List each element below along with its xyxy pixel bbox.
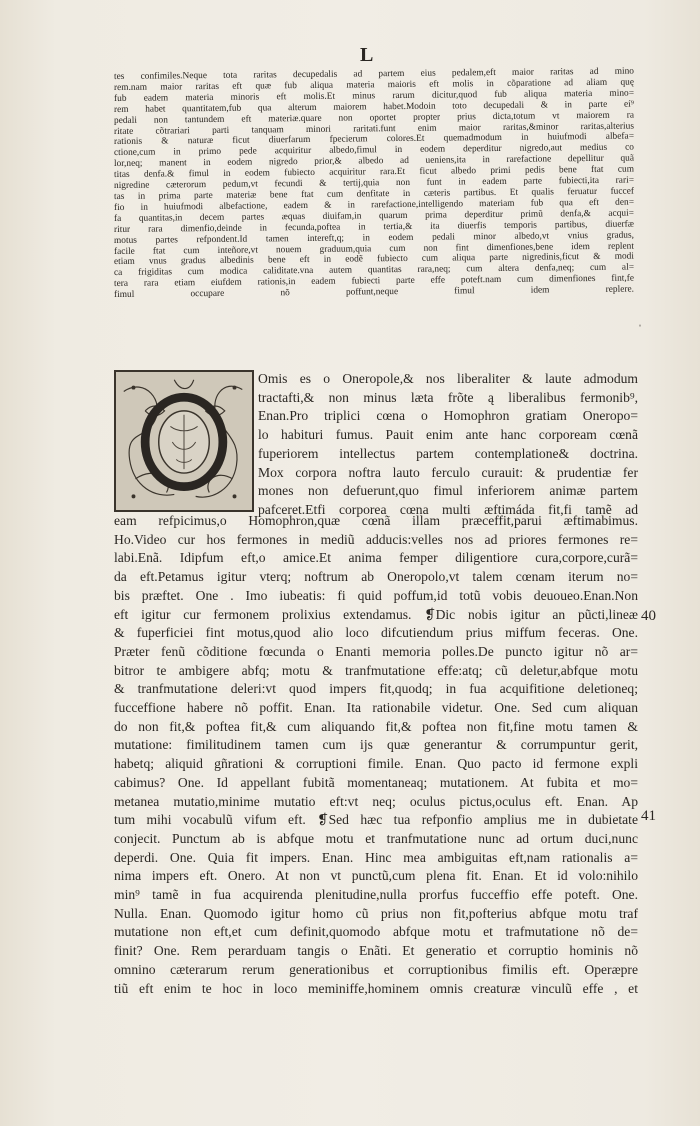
text-line: Nulla. Enan. Quomodo igitur homo cũ prius non fit,pofterius abfque motu traf <box>114 905 638 921</box>
text-line: fimul occupare nõ poffunt,neque fimul idem replere. <box>113 284 635 301</box>
text-line: da eft.Petamus igitur vterq; noftrum ab Oneropolo,vt talem cœnam iterum no= <box>114 569 638 585</box>
text-line: omnino cæterarum rerum generationibus et corruptionibus fimilis eft. Operæpre <box>114 961 638 977</box>
text-line: tiũ eft enim te hoc in loco meminiffe,hominem omnis creaturæ vinculũ effe , et <box>114 980 638 996</box>
small-text-block <box>113 66 635 301</box>
dialogue-text-main <box>114 512 638 998</box>
text-line: fub eadem materia minoris eft molis.Et minus rarum dicitur,quod fub aliqua materia mino= <box>113 88 635 104</box>
text-line: mones non defuerunt,quo fimul inferiorem animæ partem <box>258 483 638 499</box>
text-line: cabimus? One. Id appellant fubitã momentaneaq; mutationem. At fubita et mo= <box>114 774 638 790</box>
text-line: Enan.Pro triplici cœna o Homophron gratiam Oneropo= <box>258 408 638 424</box>
margin-note-41: 41 <box>641 808 656 824</box>
text-line: bis præftet. One . Imo iubeatis: fi quid poffum,id totũ vobis deuoueo.Enan.Non <box>114 587 638 603</box>
margin-note-40: 40 <box>641 608 656 624</box>
text-line: pedali non tantundem eft materiæ.quare non oportet propter prius dicta,totum vt maiorem ra <box>113 110 635 126</box>
text-line: metanea mutatio,minime mutatio eft:vt neq; oculus pictus,oculus eft. Enan. Ap <box>114 793 638 809</box>
text-line: fuperiorem intellectus partem contemplatione& doctrina. <box>258 445 638 461</box>
text-line: Omis es o Oneropole,& nos liberaliter & laute admodum <box>258 371 638 386</box>
dialogue-text-top <box>258 370 638 520</box>
ornament-image <box>116 372 252 510</box>
margin-mark: ˈ <box>638 322 642 336</box>
text-line: finit? One. Rem perarduam tangis o Enãti. Et generatio et corruptio hominis nõ <box>114 943 638 959</box>
text-line: ca frigiditas cum modica caliditate.vna autem quantitas rara,neq; cum altera denfa,neq; cum al= <box>113 262 635 279</box>
text-line: eam refpicimus,o Homophron,quæ cœnã illam præceffit,parui æftimabimus. <box>114 513 638 528</box>
text-line: tas in prima parte materiæ bene ftat cum denfitate in cæteris partibus. Et qualis feruatur fuccef <box>113 186 635 202</box>
text-line: motus partes refpondent.Id tamen intereft,q; in eodem pedali minor albedo,vt vnius gradus, <box>113 230 635 246</box>
text-line: bitror te ambigere abfq; motu & tranfmutatione effe:atq; cũ deletur,abfque motu <box>114 662 638 678</box>
text-line: Mox corpora noftra lauto ferculo curauit: & prudentiæ fer <box>258 464 638 480</box>
text-line: fa quantitas,in decem partes æquas diuifam,in quarum prima deperditur primũ denfa,& acqui= <box>113 208 635 224</box>
decorated-initial-o <box>114 370 254 512</box>
text-line: Præter fenũ cõditione fœcunda o Enanti memoria polles.De puncto igitur nõ ar= <box>114 643 638 659</box>
text-line: rem habet quantitatem,fub qua alterum maiorem habet.Modoin toto decupedali & in parte eí⁹ <box>113 99 635 115</box>
text-line: tes confimiles.Neque tota raritas decupedalis ad partem eius pedalem,eft maior raritas ad mino <box>113 66 635 82</box>
text-line: nigredine cæterorum pedum,vt fecundi & tertij,quia non funt in eadem parte fubiecti,ita rari= <box>113 175 635 192</box>
text-line: do non fit,& poftea fit,& cum aliquando fit,& poftea non fit,fine motu tamen & <box>114 718 638 734</box>
text-line: rationis & naturæ ficut diuerfarum fpecierum colores.Et quemadmodum in huiufmodi albefa= <box>113 131 635 148</box>
text-line: lo habituri fumus. Pauit enim ante hanc corpoream cœnã <box>258 427 638 443</box>
text-line: & fuperficiei fint motus,quod alio loco difcutiendum prius miffum feceras. One. <box>114 625 638 641</box>
text-line: fio in huiufmodi albefactione, eadem & in rarefactione,intelligendo materiam fub qua eft den= <box>113 197 635 213</box>
text-line: deperdi. One. Quia fit impers. Enan. Hinc mea ambiguitas eft,nam rationalis a= <box>114 849 638 865</box>
text-line: facile ftat cum inteñore,vt nouem graduum,quia cum non fint dimenfiones,bene idem replent <box>113 241 635 257</box>
text-line: nima impers eft. Onero. At non vt punctũ,cum plena fit. Enan. Et id volo:nihilo <box>114 868 638 884</box>
text-line: ritate cõtrariari parti tanquam minori raritati.funt enim maior raritas,&minor raritas,alterius <box>113 121 635 137</box>
text-line: tractafti,& non minus læta frõte ą liberalibus fermonib⁹, <box>258 389 638 405</box>
text-line: mutatione: fimilitudinem tamen cum ijs quæ generantur & corrumpuntur gerit, <box>114 737 638 753</box>
text-line: min⁹ tamẽ in fua acquirenda plenitudine,nulla prorfus fucceffio effe poteft. One. <box>114 887 638 903</box>
text-line: lor,neq; manent in eodem nigredo prior,& albedo ad ueniens,ita in rarefactione depellitur quã <box>113 153 635 170</box>
text-line: fucceffione habere nõ poffit. Enan. Ita rationabile videtur. One. Sed cum aliquan <box>114 700 638 716</box>
text-line: rem.nam maior raritas eft quæ fub aliqua materia maioris eft molis in cõparatione ad aliam quę <box>113 77 635 93</box>
text-line: & tranfmutatione deleri:vt quod impers fit,quodq; in fua acquifitione deletioneq; <box>114 681 638 697</box>
text-line: ctione,cum in primo pede acquiritur albedo,fimul in eodem deperditur nigredo,aut medius co <box>113 142 635 159</box>
text-line: etiam vnus gradus albedinis bene eft in eodẽ fubiecto cum aliqua parte nigredinis,ficut & modi <box>113 251 635 268</box>
text-line: pafceret.Etfi corporea cœna multi æftimáda fit,fi tamẽ ad <box>258 501 638 517</box>
text-line: mutatione non eft,et cum definit,quomodo abfque motu et trafmutatione nõ de= <box>114 924 638 940</box>
text-line: ritur rara dimenfio,deinde in fecunda,poftea in tertia,& ita diuerfis temporis partibus, diuerfæ <box>113 219 635 235</box>
text-line: labi.Enã. Idipfum eft,o amice.Et anima femper diligentiore cura,corpore,curã= <box>114 550 638 566</box>
text-line: Ho.Video cur hos fermones in mediũ adducis:velles nos ad priores fermones re= <box>114 531 638 547</box>
text-line: tum mihi vocabulũ vifum eft. ❡Sed hæc tua refponfio amplius me in dubietate <box>114 812 638 828</box>
text-line: tera rara etiam eiufdem rationis,in eadem fubiecti parte effe poteft.nam cum dimenfiones fint,fe <box>113 273 635 290</box>
text-line: habetq; aliquid gñrationi & corruptioni fimile. Enan. Quo pacto id fermone expli <box>114 756 638 772</box>
text-line: titas denfa.& fimul in eodem fubiecto acquiritur rara.Et ficut albedo primi pedis bene ftat cum <box>113 164 635 181</box>
folio-letter: L <box>360 44 375 66</box>
text-line: eft igitur cur fermonem prolixius extendamus. ❡Dic nobis igitur an pũcti,lineæ <box>114 606 638 622</box>
text-line: conjecit. Punctum ab is abfque motu et tranfmutatione nunc ad ortum duci,nunc <box>114 830 638 846</box>
